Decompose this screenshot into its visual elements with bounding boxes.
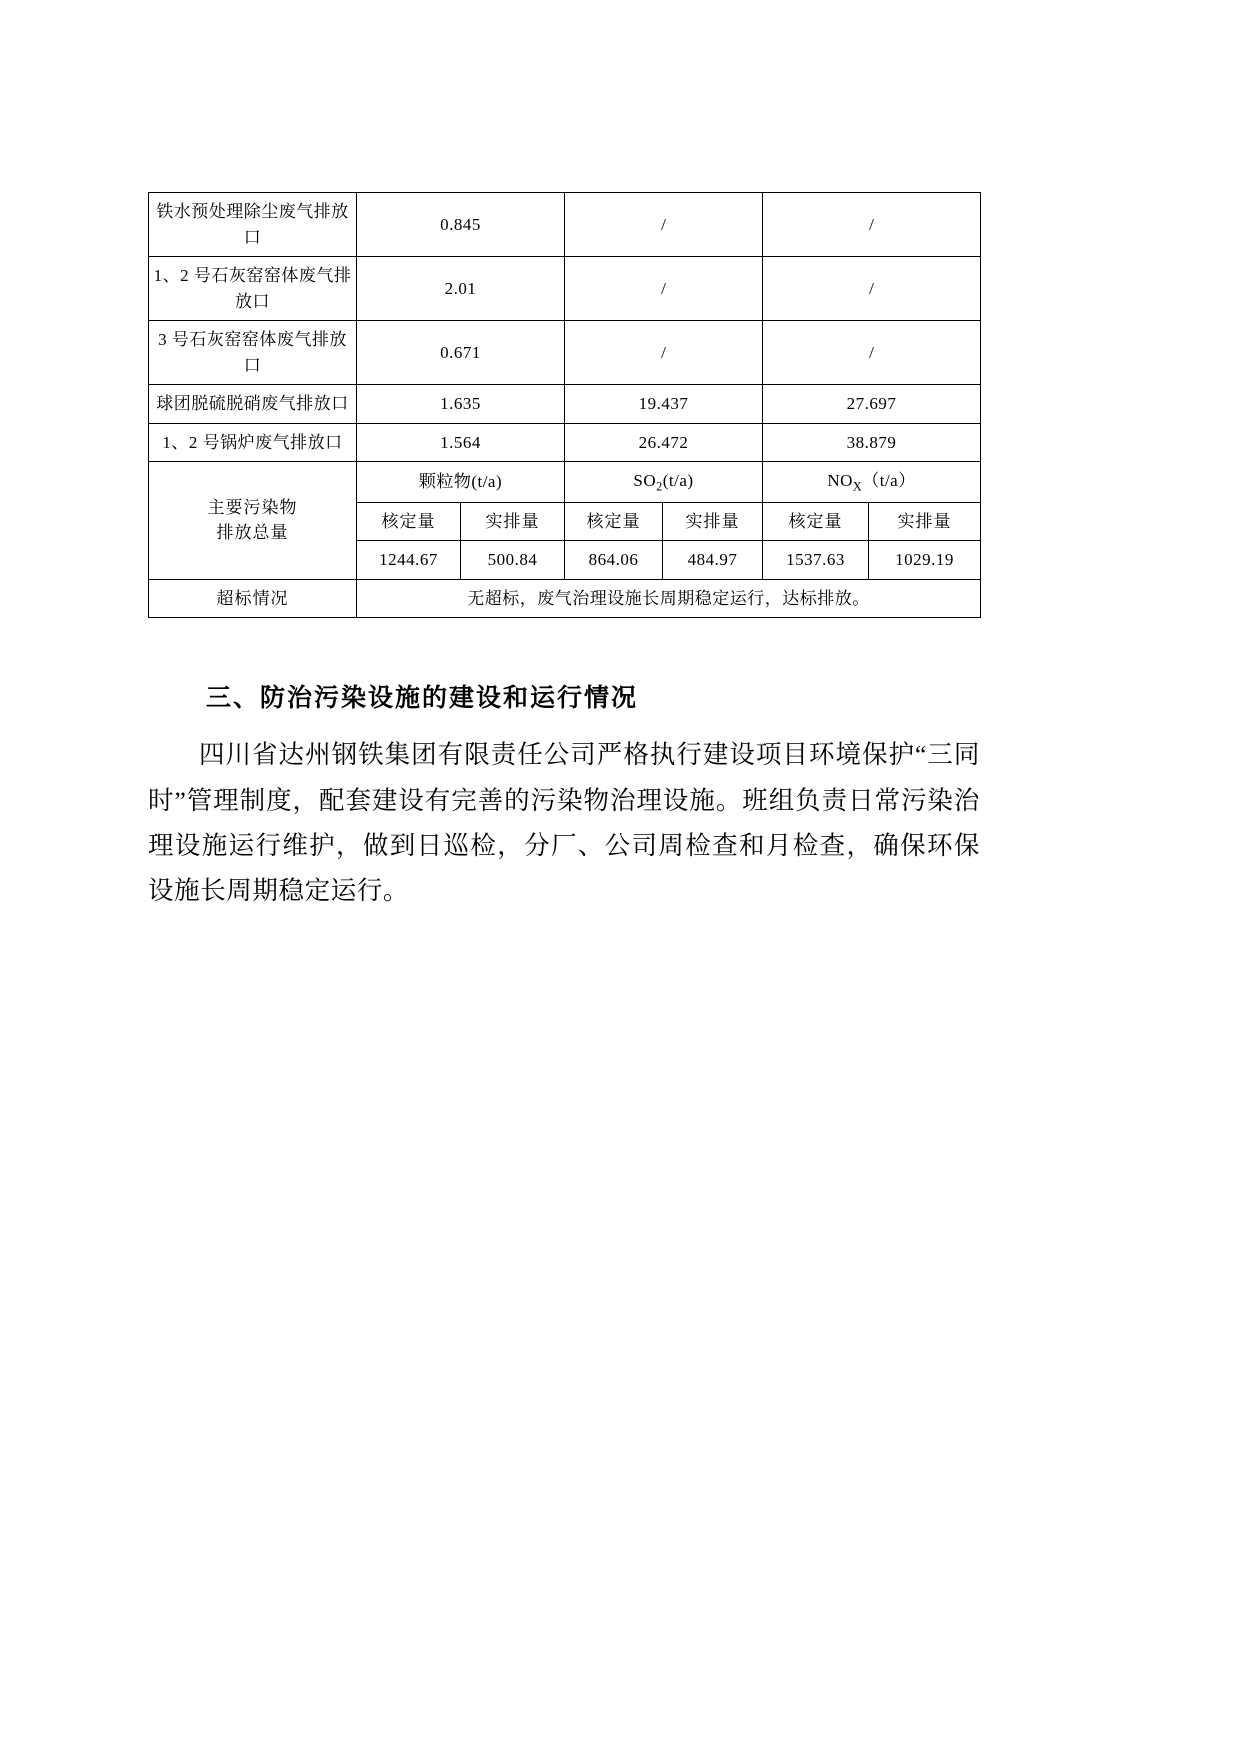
- so2-prefix: SO: [633, 471, 657, 490]
- subheader-cell: 实排量: [663, 502, 763, 541]
- nox-value: /: [763, 321, 981, 385]
- exceed-value: 无超标，废气治理设施长周期稳定运行，达标排放。: [357, 579, 981, 618]
- particulate-value: 1.564: [357, 423, 565, 462]
- so2-group-header: [565, 462, 763, 503]
- nox-value: 38.879: [763, 423, 981, 462]
- outlet-name: 1、2 号锅炉废气排放口: [149, 423, 357, 462]
- table-row: [149, 321, 981, 385]
- nox-value: /: [763, 193, 981, 257]
- totals-value: 864.06: [565, 541, 663, 580]
- totals-group-header-row: [149, 462, 981, 503]
- totals-label-line1: 主要污染物: [207, 497, 298, 517]
- so2-value: /: [565, 257, 763, 321]
- table-row: [149, 423, 981, 462]
- nox-group-header: [763, 462, 981, 503]
- subheader-cell: 实排量: [869, 502, 981, 541]
- page-content: [148, 192, 980, 914]
- nox-value: /: [763, 257, 981, 321]
- subheader-cell: 核定量: [763, 502, 869, 541]
- so2-value: /: [565, 193, 763, 257]
- exceed-row: [149, 579, 981, 618]
- totals-label-line2: 排放总量: [216, 523, 289, 543]
- particulate-value: 2.01: [357, 257, 565, 321]
- particulate-value: 0.671: [357, 321, 565, 385]
- subheader-cell: 核定量: [565, 502, 663, 541]
- so2-subscript: 2: [656, 479, 663, 494]
- totals-value: 1029.19: [869, 541, 981, 580]
- subheader-cell: 实排量: [461, 502, 565, 541]
- totals-value: 1537.63: [763, 541, 869, 580]
- emissions-table: [148, 192, 981, 618]
- section-paragraph: 四川省达州钢铁集团有限责任公司严格执行建设项目环境保护“三同时”管理制度，配套建设有完善的污染物治理设施。班组负责日常污染治理设施运行维护，做到日巡检，分厂、公司周检查和月检查，确保环保设施长周期稳定运行。: [148, 740, 980, 906]
- section-title: 三、防治污染设施的建设和运行情况: [206, 684, 639, 713]
- nox-suffix: （t/a）: [862, 471, 916, 490]
- totals-value: 1244.67: [357, 541, 461, 580]
- outlet-name: 铁水预处理除尘废气排放口: [149, 193, 357, 257]
- so2-suffix: (t/a): [662, 471, 694, 490]
- nox-prefix: NO: [827, 471, 853, 490]
- table-row: [149, 385, 981, 424]
- outlet-name: 球团脱硫脱硝废气排放口: [149, 385, 357, 424]
- so2-value: /: [565, 321, 763, 385]
- totals-value: 500.84: [461, 541, 565, 580]
- totals-label: [149, 462, 357, 580]
- exceed-label: 超标情况: [149, 579, 357, 618]
- outlet-name: 1、2 号石灰窑窑体废气排放口: [149, 257, 357, 321]
- subheader-cell: 核定量: [357, 502, 461, 541]
- so2-value: 26.472: [565, 423, 763, 462]
- outlet-name: 3 号石灰窑窑体废气排放口: [149, 321, 357, 385]
- nox-subscript: X: [852, 479, 863, 494]
- particulate-value: 1.635: [357, 385, 565, 424]
- so2-value: 19.437: [565, 385, 763, 424]
- totals-value: 484.97: [663, 541, 763, 580]
- particulate-group-header: 颗粒物(t/a): [357, 462, 565, 503]
- nox-value: 27.697: [763, 385, 981, 424]
- table-row: [149, 257, 981, 321]
- particulate-value: 0.845: [357, 193, 565, 257]
- table-row: [149, 193, 981, 257]
